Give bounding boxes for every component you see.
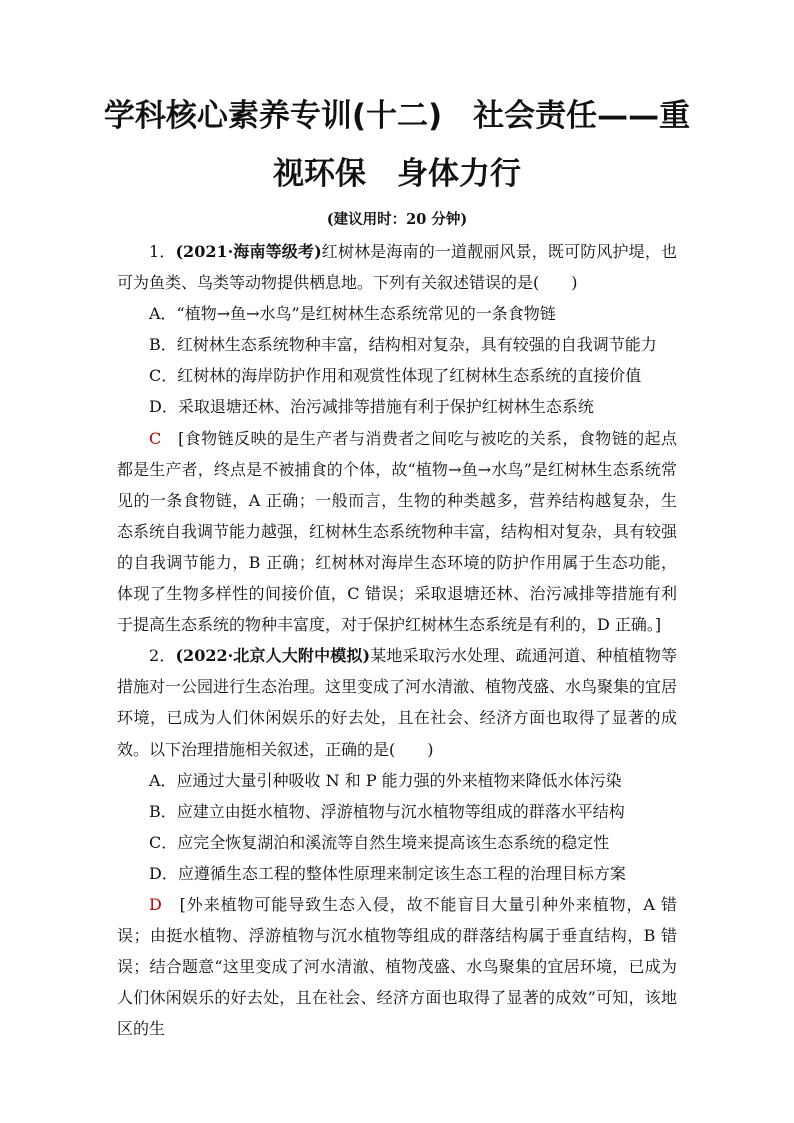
question-2-answer-letter: D: [149, 894, 162, 914]
document-body: [117, 236, 677, 1044]
question-2-option-a: A．应通过大量引种吸收 N 和 P 能力强的外来植物来降低水体污染: [149, 770, 622, 790]
question-1-number: 1．: [149, 242, 176, 261]
question-1-explanation: [食物链反映的是生产者与消费者之间吃与被吃的关系，食物链的起点都是生产者，终点是不被捕食的个体，故“植物→鱼→水鸟”是红树林生态系统常见的一条食物链，A 正确；一般而言，生物的种类越多，营养结构越复杂，生态系统自我调节能力越强，红树林生态系统物种丰富，结构相对复杂，具有较强的自我调节能力，B 正确；红树林对海岸生态环境的防护作用属于生态功能，体现了生物多样性的间接价值，C 错误；采取退塘还林、治污减排等措施有利于提高生态系统的物种丰富度，对于保护红树林生态系统是有利的，D 正确。]: [117, 428, 678, 635]
suggested-time: (建议用时：20 分钟): [326, 211, 468, 228]
question-2-option-b: B．应建立由挺水植物、浮游植物与沉水植物等组成的群落水平结构: [149, 801, 625, 821]
question-1-option-b: B．红树林生态系统物种丰富，结构相对复杂，具有较强的自我调节能力: [149, 335, 657, 355]
page-title-line-1: 学科核心素养专训(十二) 社会责任——重: [103, 98, 691, 134]
question-1-option-c: C．红树林的海岸防护作用和观赏性体现了红树林生态系统的直接价值: [149, 366, 642, 386]
question-2-text: 某地采取污水处理、疏通河道、种植植物等措施对一公园进行生态治理。这里变成了河水清澈、植物茂盛、水鸟聚集的宜居环境，已成为人们休闲娱乐的好去处，且在社会、经济方面也取得了显著的成效。以下治理措施相关叙述，正确的是( ): [117, 646, 678, 759]
question-2-option-c: C．应完全恢复湖泊和溪流等自然生境来提高该生态系统的稳定性: [149, 832, 610, 852]
question-2-answer: [117, 889, 677, 1044]
question-2-explanation: [外来植物可能导致生态入侵，故不能盲目大量引种外来植物，A 错误；由挺水植物、浮游植物与沉水植物等组成的群落结构属于垂直结构，B 错误；结合题意“这里变成了河水清澈、植物茂盛、水鸟聚集的宜居环境，已成为人们休闲娱乐的好去处，且在社会、经济方面也取得了显著的成效”可知，该地区的生: [117, 894, 677, 1039]
question-1-source: (2021·海南等级考): [175, 242, 322, 261]
question-1-stem: [117, 236, 677, 298]
page-title-line-2: 视环保 身体力行: [273, 156, 521, 192]
question-2-source: (2022·北京人大附中模拟): [175, 646, 371, 666]
question-1-text: 红树林是海南的一道靓丽风景，既可防风护堤，也可为鱼类、鸟类等动物提供栖息地。下列有关叙述错误的是( ): [117, 242, 677, 293]
question-1-option-d: D．采取退塘还林、治污减排等措施有利于保护红树林生态系统: [149, 397, 594, 417]
question-1-answer-letter: C: [149, 428, 162, 448]
question-2-option-d: D．应遵循生态工程的整体性原理来制定该生态工程的治理目标方案: [149, 863, 626, 883]
question-2-number: 2．: [149, 646, 176, 666]
question-2-stem: [117, 640, 677, 764]
question-1-option-a: A．“植物→鱼→水鸟”是红树林生态系统常见的一条食物链: [149, 304, 556, 324]
question-1-answer: [117, 423, 677, 641]
